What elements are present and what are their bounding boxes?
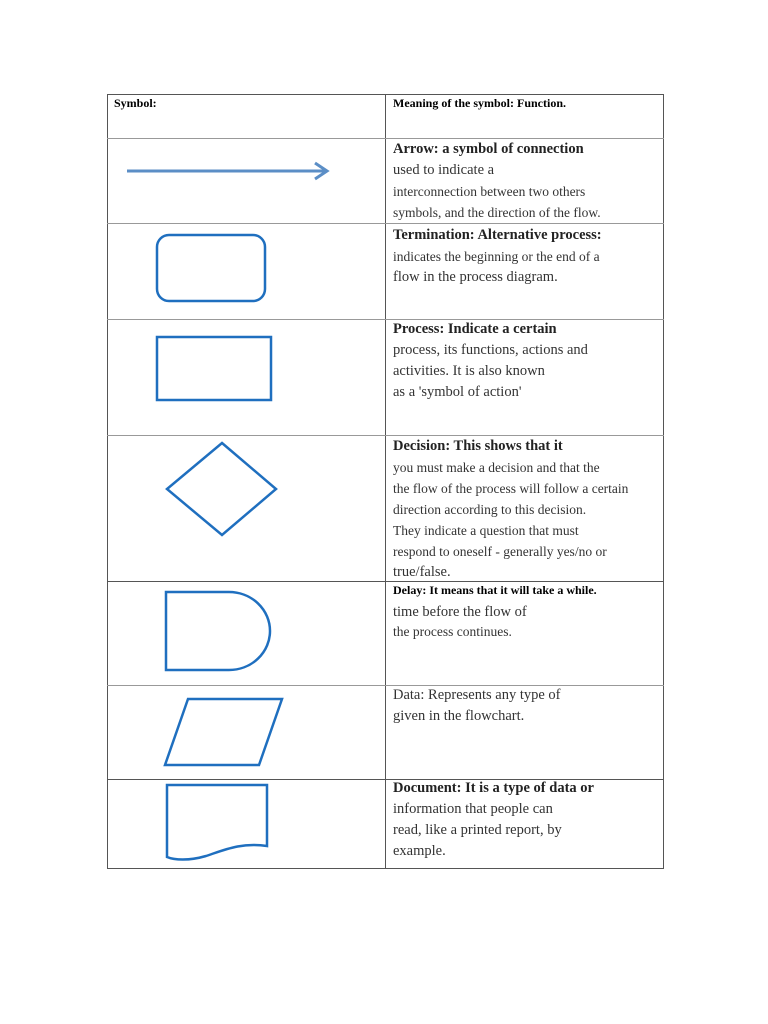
table-border-right — [663, 94, 664, 869]
description-line: symbols, and the direction of the flow. — [393, 205, 601, 220]
termination-title: Termination: Alternative process: — [393, 227, 602, 243]
description-line: indicates the beginning or the end of a — [393, 249, 600, 264]
diamond-icon — [164, 441, 280, 537]
description-line: direction according to this decision. — [393, 502, 587, 517]
description-line: as a 'symbol of action' — [393, 384, 522, 400]
description-line: time before the flow of — [393, 604, 527, 620]
description-line: information that people can — [393, 801, 553, 817]
description-line: the flow of the process will follow a certain — [393, 481, 629, 496]
document-shape-icon — [164, 782, 272, 864]
description-line: activities. It is also known — [393, 363, 545, 379]
rectangle-icon — [155, 335, 275, 403]
table-border-middle — [385, 94, 386, 869]
decision-title: Decision: This shows that it — [393, 438, 563, 454]
delay-title: Delay: It means that it will take a while. — [393, 583, 597, 597]
description-line: They indicate a question that must — [393, 523, 579, 538]
description-line: read, like a printed report, by — [393, 822, 562, 838]
description-line: the process continues. — [393, 624, 512, 639]
delay-shape-icon — [163, 589, 275, 673]
data-description — [393, 685, 663, 727]
decision-description — [393, 436, 663, 583]
description-line: respond to oneself - generally yes/no or — [393, 544, 607, 559]
description-line: true/false. — [393, 564, 451, 580]
document-description — [393, 778, 663, 862]
description-line: example. — [393, 843, 446, 859]
header-meaning: Meaning of the symbol: Function. — [393, 96, 567, 110]
flowchart-symbols-table — [107, 94, 664, 869]
table-border-top — [107, 94, 664, 95]
delay-description — [393, 602, 663, 641]
process-title: Process: Indicate a certain — [393, 321, 557, 337]
table-border-bottom — [107, 868, 664, 869]
description-line: you must make a decision and that the — [393, 460, 600, 475]
description-line: given in the flowchart. — [393, 708, 525, 724]
termination-description — [393, 225, 663, 288]
table-border-left — [107, 94, 108, 869]
row-divider — [107, 223, 664, 224]
header-symbol: Symbol: — [114, 96, 157, 110]
process-description — [393, 319, 663, 403]
arrow-title: Arrow: a symbol of connection — [393, 141, 584, 157]
arrow-description — [393, 139, 663, 223]
description-line: flow in the process diagram. — [393, 269, 558, 285]
description-line: process, its functions, actions and — [393, 342, 588, 358]
arrow-icon — [125, 160, 335, 182]
data-title: Data: Represents any type of — [393, 687, 561, 703]
parallelogram-icon — [163, 696, 285, 768]
description-line: used to indicate a — [393, 162, 495, 178]
document-title: Document: It is a type of data or — [393, 780, 594, 796]
description-line: interconnection between two others — [393, 184, 586, 199]
rounded-rectangle-icon — [155, 233, 269, 305]
